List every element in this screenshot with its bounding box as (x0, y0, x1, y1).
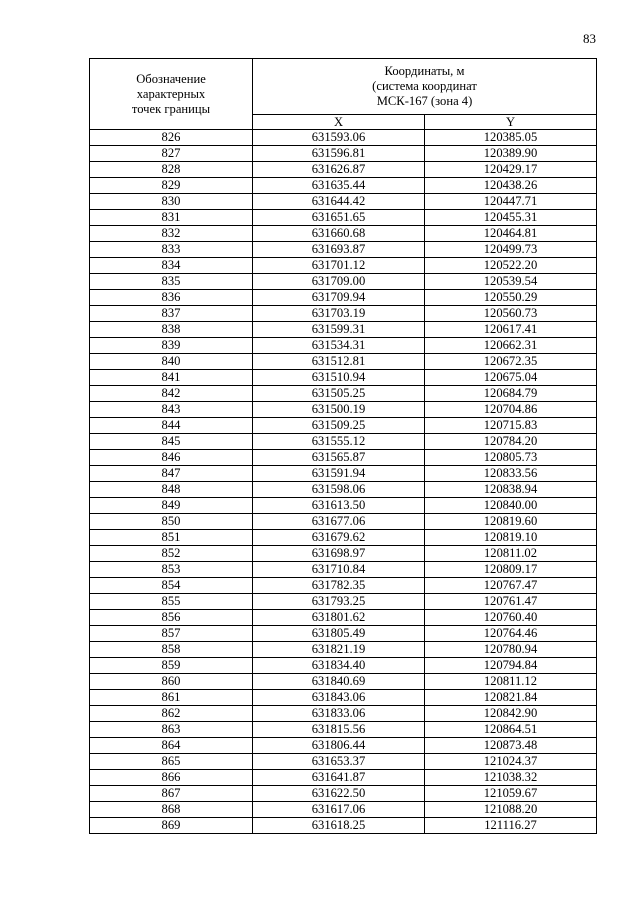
table-row (90, 642, 597, 658)
x-coordinate-cell: 631555.12 (253, 434, 425, 450)
x-coordinate-cell: 631534.31 (253, 338, 425, 354)
x-coordinate-cell: 631806.44 (253, 738, 425, 754)
point-id-cell: 839 (90, 338, 253, 354)
points-column-header (90, 59, 253, 130)
y-coordinate-cell: 120809.17 (425, 562, 597, 578)
point-id-cell: 838 (90, 322, 253, 338)
y-coordinate-cell: 120438.26 (425, 178, 597, 194)
table-row (90, 802, 597, 818)
table-row (90, 306, 597, 322)
y-coordinate-cell: 120455.31 (425, 210, 597, 226)
x-coordinate-cell: 631660.68 (253, 226, 425, 242)
point-id-cell: 857 (90, 626, 253, 642)
point-id-cell: 834 (90, 258, 253, 274)
y-coordinate-cell: 120447.71 (425, 194, 597, 210)
x-coordinate-cell: 631709.00 (253, 274, 425, 290)
x-coordinate-cell: 631805.49 (253, 626, 425, 642)
table-row (90, 370, 597, 386)
y-coordinate-cell: 120617.41 (425, 322, 597, 338)
x-coordinate-cell: 631693.87 (253, 242, 425, 258)
y-coordinate-cell: 120560.73 (425, 306, 597, 322)
y-coordinate-cell: 120675.04 (425, 370, 597, 386)
x-coordinate-cell: 631505.25 (253, 386, 425, 402)
point-id-cell: 844 (90, 418, 253, 434)
table-row (90, 274, 597, 290)
x-coordinate-cell: 631703.19 (253, 306, 425, 322)
y-coordinate-cell: 120784.20 (425, 434, 597, 450)
x-coordinate-cell: 631701.12 (253, 258, 425, 274)
point-id-cell: 841 (90, 370, 253, 386)
table-row (90, 242, 597, 258)
table-row (90, 146, 597, 162)
x-coordinate-cell: 631617.06 (253, 802, 425, 818)
x-coordinate-cell: 631593.06 (253, 130, 425, 146)
y-coordinate-cell: 120833.56 (425, 466, 597, 482)
x-coordinate-cell: 631834.40 (253, 658, 425, 674)
y-coordinate-cell: 120464.81 (425, 226, 597, 242)
y-coordinate-cell: 121088.20 (425, 802, 597, 818)
x-coordinate-cell: 631596.81 (253, 146, 425, 162)
coordinates-table (89, 58, 597, 834)
point-id-cell: 827 (90, 146, 253, 162)
y-coordinate-cell: 120864.51 (425, 722, 597, 738)
table-row (90, 690, 597, 706)
point-id-cell: 842 (90, 386, 253, 402)
table-row (90, 626, 597, 642)
y-coordinate-cell: 120385.05 (425, 130, 597, 146)
point-id-cell: 828 (90, 162, 253, 178)
table-row (90, 754, 597, 770)
x-coordinate-cell: 631801.62 (253, 610, 425, 626)
table-row (90, 706, 597, 722)
point-id-cell: 829 (90, 178, 253, 194)
y-column-header: Y (425, 115, 597, 130)
y-coordinate-cell: 120715.83 (425, 418, 597, 434)
table-row (90, 418, 597, 434)
y-coordinate-cell: 120811.12 (425, 674, 597, 690)
x-coordinate-cell: 631641.87 (253, 770, 425, 786)
y-coordinate-cell: 120522.20 (425, 258, 597, 274)
point-id-cell: 849 (90, 498, 253, 514)
x-coordinate-cell: 631815.56 (253, 722, 425, 738)
x-coordinate-cell: 631510.94 (253, 370, 425, 386)
x-coordinate-cell: 631565.87 (253, 450, 425, 466)
x-coordinate-cell: 631509.25 (253, 418, 425, 434)
coords-header-line: Координаты, м (384, 64, 465, 78)
point-id-cell: 864 (90, 738, 253, 754)
x-coordinate-cell: 631651.65 (253, 210, 425, 226)
point-id-cell: 855 (90, 594, 253, 610)
point-id-cell: 840 (90, 354, 253, 370)
point-id-cell: 846 (90, 450, 253, 466)
x-coordinate-cell: 631599.31 (253, 322, 425, 338)
point-id-cell: 847 (90, 466, 253, 482)
table-row (90, 258, 597, 274)
points-header-line: точек границы (131, 101, 211, 116)
table-row (90, 770, 597, 786)
point-id-cell: 865 (90, 754, 253, 770)
point-id-cell: 861 (90, 690, 253, 706)
y-coordinate-cell: 120499.73 (425, 242, 597, 258)
table-body (90, 130, 597, 834)
point-id-cell: 867 (90, 786, 253, 802)
y-coordinate-cell: 120780.94 (425, 642, 597, 658)
point-id-cell: 858 (90, 642, 253, 658)
y-coordinate-cell: 120761.47 (425, 594, 597, 610)
x-coordinate-cell: 631635.44 (253, 178, 425, 194)
point-id-cell: 845 (90, 434, 253, 450)
table-row (90, 322, 597, 338)
table-row (90, 546, 597, 562)
table-row (90, 722, 597, 738)
point-id-cell: 860 (90, 674, 253, 690)
table-row (90, 434, 597, 450)
y-coordinate-cell: 120429.17 (425, 162, 597, 178)
table-row (90, 498, 597, 514)
table-row (90, 562, 597, 578)
x-coordinate-cell: 631793.25 (253, 594, 425, 610)
x-coordinate-cell: 631833.06 (253, 706, 425, 722)
table-row (90, 194, 597, 210)
x-coordinate-cell: 631821.19 (253, 642, 425, 658)
table-row (90, 578, 597, 594)
x-coordinate-cell: 631613.50 (253, 498, 425, 514)
table-row (90, 450, 597, 466)
point-id-cell: 851 (90, 530, 253, 546)
coords-header-line: МСК-167 (зона 4) (376, 94, 473, 108)
y-coordinate-cell: 120838.94 (425, 482, 597, 498)
y-coordinate-cell: 120704.86 (425, 402, 597, 418)
y-coordinate-cell: 121024.37 (425, 754, 597, 770)
x-coordinate-cell: 631840.69 (253, 674, 425, 690)
y-coordinate-cell: 120811.02 (425, 546, 597, 562)
x-coordinate-cell: 631598.06 (253, 482, 425, 498)
y-coordinate-cell: 120684.79 (425, 386, 597, 402)
coords-header-line: (система координат (372, 79, 477, 93)
y-coordinate-cell: 120539.54 (425, 274, 597, 290)
x-coordinate-cell: 631622.50 (253, 786, 425, 802)
table-row (90, 658, 597, 674)
y-coordinate-cell: 120767.47 (425, 578, 597, 594)
y-coordinate-cell: 120389.90 (425, 146, 597, 162)
y-coordinate-cell: 120819.10 (425, 530, 597, 546)
table-row (90, 610, 597, 626)
coordinates-column-header (253, 59, 597, 115)
point-id-cell: 850 (90, 514, 253, 530)
x-coordinate-cell: 631843.06 (253, 690, 425, 706)
point-id-cell: 863 (90, 722, 253, 738)
table-row (90, 354, 597, 370)
table-row (90, 386, 597, 402)
x-coordinate-cell: 631679.62 (253, 530, 425, 546)
point-id-cell: 836 (90, 290, 253, 306)
x-coordinate-cell: 631644.42 (253, 194, 425, 210)
point-id-cell: 854 (90, 578, 253, 594)
points-header-line: характерных (136, 86, 206, 101)
table-row (90, 674, 597, 690)
page-number: 83 (583, 31, 596, 46)
table-row (90, 178, 597, 194)
points-header-line: Обозначение (136, 71, 206, 86)
x-coordinate-cell: 631500.19 (253, 402, 425, 418)
x-coordinate-cell: 631653.37 (253, 754, 425, 770)
y-coordinate-cell: 120662.31 (425, 338, 597, 354)
table-row (90, 130, 597, 146)
y-coordinate-cell: 120873.48 (425, 738, 597, 754)
y-coordinate-cell: 120805.73 (425, 450, 597, 466)
table-row (90, 338, 597, 354)
table-row (90, 482, 597, 498)
point-id-cell: 830 (90, 194, 253, 210)
y-coordinate-cell: 121116.27 (425, 818, 597, 834)
table-row (90, 738, 597, 754)
point-id-cell: 868 (90, 802, 253, 818)
point-id-cell: 862 (90, 706, 253, 722)
point-id-cell: 833 (90, 242, 253, 258)
y-coordinate-cell: 120550.29 (425, 290, 597, 306)
x-coordinate-cell: 631618.25 (253, 818, 425, 834)
x-coordinate-cell: 631512.81 (253, 354, 425, 370)
x-coordinate-cell: 631709.94 (253, 290, 425, 306)
y-coordinate-cell: 121038.32 (425, 770, 597, 786)
y-coordinate-cell: 120672.35 (425, 354, 597, 370)
table-row (90, 594, 597, 610)
table-row (90, 226, 597, 242)
table-row (90, 210, 597, 226)
point-id-cell: 826 (90, 130, 253, 146)
point-id-cell: 856 (90, 610, 253, 626)
y-coordinate-cell: 120760.40 (425, 610, 597, 626)
y-coordinate-cell: 120819.60 (425, 514, 597, 530)
point-id-cell: 853 (90, 562, 253, 578)
y-coordinate-cell: 120794.84 (425, 658, 597, 674)
y-coordinate-cell: 121059.67 (425, 786, 597, 802)
point-id-cell: 866 (90, 770, 253, 786)
table-row (90, 786, 597, 802)
table-row (90, 530, 597, 546)
point-id-cell: 852 (90, 546, 253, 562)
point-id-cell: 835 (90, 274, 253, 290)
point-id-cell: 848 (90, 482, 253, 498)
point-id-cell: 831 (90, 210, 253, 226)
point-id-cell: 843 (90, 402, 253, 418)
y-coordinate-cell: 120842.90 (425, 706, 597, 722)
x-coordinate-cell: 631626.87 (253, 162, 425, 178)
x-coordinate-cell: 631782.35 (253, 578, 425, 594)
table-row (90, 290, 597, 306)
point-id-cell: 859 (90, 658, 253, 674)
table-row (90, 466, 597, 482)
x-coordinate-cell: 631710.84 (253, 562, 425, 578)
x-coordinate-cell: 631677.06 (253, 514, 425, 530)
x-coordinate-cell: 631698.97 (253, 546, 425, 562)
point-id-cell: 837 (90, 306, 253, 322)
table-row (90, 402, 597, 418)
y-coordinate-cell: 120764.46 (425, 626, 597, 642)
table-row (90, 162, 597, 178)
table-row (90, 514, 597, 530)
point-id-cell: 869 (90, 818, 253, 834)
point-id-cell: 832 (90, 226, 253, 242)
y-coordinate-cell: 120821.84 (425, 690, 597, 706)
x-coordinate-cell: 631591.94 (253, 466, 425, 482)
table-row (90, 818, 597, 834)
y-coordinate-cell: 120840.00 (425, 498, 597, 514)
x-column-header: X (253, 115, 425, 130)
